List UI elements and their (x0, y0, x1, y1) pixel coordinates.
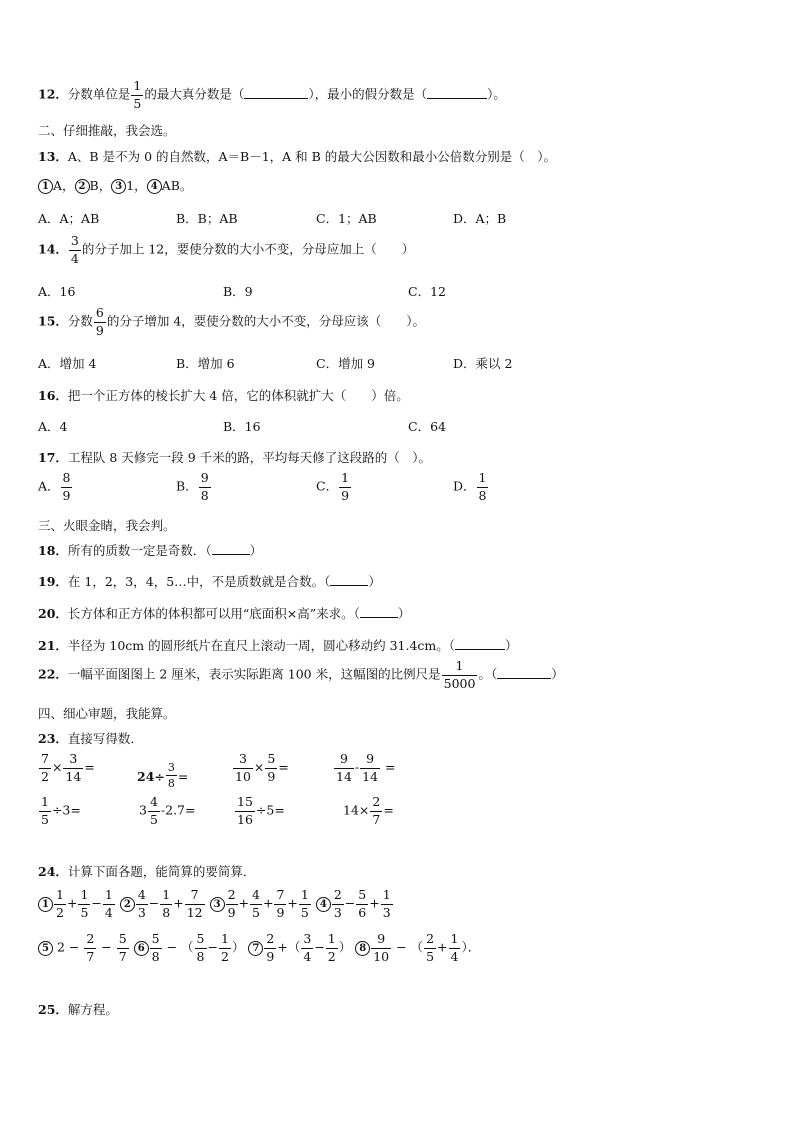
question-number: 12． (38, 86, 68, 102)
section-2-heading: 二、仔细推敲，我会选。 (38, 123, 176, 138)
option-a[interactable]: A．A；AB (38, 211, 100, 226)
question-number: 14． (38, 241, 68, 257)
answer-blank[interactable] (212, 542, 250, 555)
calc-row-2: 5 2 − $\frac{2}{7}$ − $\frac{5}{7}$ 6 $\frac{5}{8}$ − （ $\frac{5}{8}$ − $\frac{1}{2}$ ） 7 $\frac{2}{9}$ +（ $\frac{3}{4}$ − $\frac{1}{2}$ ） 8 $\frac{9}{10}$ − （ $\frac{2}{5}$ + $\frac{1}{4}$ ）． (38, 933, 480, 963)
option-c[interactable]: C．增加 9 (316, 356, 375, 371)
question-17: 17．工程队 8 天修完一段 9 千米的路，平均每天修了这段路的（ ）。 (38, 450, 431, 465)
option-a[interactable]: A．4 (38, 419, 68, 434)
calc-item: 3 $\frac{4}{5}$ -2.7= (139, 794, 196, 827)
question-25: 25．解方程。 (38, 1002, 118, 1017)
answer-blank[interactable] (455, 637, 505, 650)
question-number: 13． (38, 149, 68, 164)
section-3-heading: 三、火眼金睛，我会判。 (38, 518, 176, 533)
question-14: 14． $\frac{3}{4}$ 的分子加上 12，要使分数的大小不变，分母应加上（ ） (38, 233, 415, 266)
option-d[interactable]: D．A；B (453, 211, 507, 226)
option-b[interactable]: B．增加 6 (176, 356, 235, 371)
calc-item: $\frac{7}{2}$ × $\frac{3}{14}$ = (41, 751, 95, 784)
calc-row-1: 1 $\frac{1}{2}$ + $\frac{1}{5}$ − $\frac{1}{4}$ 2 $\frac{4}{3}$ − $\frac{1}{8}$ + $\frac{7}{12}$ 3 $\frac{2}{9}$ + $\frac{4}{5}$ + $\frac{7}{9}$ + $\frac{1}{5}$ 4 $\frac{2}{3}$ − $\frac{5}{6}$ + $\frac{1}{3}$ (38, 889, 394, 919)
option-c[interactable]: C．12 (408, 284, 446, 299)
question-18: 18．所有的质数一定是奇数．（ ） (38, 543, 263, 558)
question-number: 17． (38, 450, 68, 465)
fraction: $\frac{9}{8}$ (200, 470, 209, 503)
fraction: $\frac{1}{5000}$ (443, 658, 476, 691)
option-d[interactable]: D． $\frac{1}{8}$ (453, 470, 487, 503)
calc-item: $\frac{15}{16}$ ÷5= (237, 794, 285, 827)
answer-blank[interactable] (497, 666, 551, 679)
circled-number: 2 (75, 179, 90, 194)
calc-item: $\frac{9}{14}$ - $\frac{9}{14}$ = (336, 751, 396, 784)
question-19: 19．在 1，2，3，4，5…中，不是质数就是合数。（ ） (38, 574, 381, 589)
question-number: 16． (38, 388, 68, 403)
option-b[interactable]: B．16 (223, 419, 261, 434)
option-c[interactable]: C．1；AB (316, 211, 377, 226)
question-16: 16．把一个正方体的棱长扩大 4 倍，它的体积就扩大（ ）倍。 (38, 388, 409, 403)
option-b[interactable]: B． $\frac{9}{8}$ (176, 470, 209, 503)
fraction: $\frac{1}{9}$ (341, 470, 350, 503)
circled-number: 1 (38, 179, 53, 194)
calc-item: 24÷ $\frac{3}{8}$ = (137, 761, 189, 790)
question-number: 15． (38, 313, 68, 329)
answer-blank[interactable] (427, 86, 487, 99)
fraction: $\frac{1}{8}$ (478, 470, 487, 503)
question-13: 13．A、B 是不为 0 的自然数，A＝B－1，A 和 B 的最大公因数和最小公倍数分别是（ ）。 (38, 149, 557, 164)
option-c[interactable]: C． $\frac{1}{9}$ (316, 470, 350, 503)
fraction: $\frac{8}{9}$ (62, 470, 71, 503)
answer-blank[interactable] (330, 573, 368, 586)
question-21: 21．半径为 10cm 的圆形纸片在直尺上滚动一周，圆心移动约 31.4cm。（ ） (38, 638, 518, 653)
fraction: $\frac{3}{4}$ (70, 233, 79, 266)
option-c[interactable]: C．64 (408, 419, 446, 434)
question-15: 15．分数 $\frac{6}{9}$ 的分子增加 4，要使分数的大小不变，分母应该（ ）。 (38, 305, 426, 338)
circled-number: 3 (111, 179, 126, 194)
question-24: 24．计算下面各题，能简算的要简算． (38, 864, 256, 879)
question-22: 22．一幅平面图图上 2 厘米，表示实际距离 100 米，这幅图的比例尺是 $\frac{1}{5000}$ 。（ ） (38, 658, 564, 691)
fraction: $\frac{6}{9}$ (95, 305, 104, 338)
option-d[interactable]: D．乘以 2 (453, 356, 513, 371)
calc-item: 14× $\frac{2}{7}$ = (343, 794, 394, 827)
option-b[interactable]: B．B；AB (176, 211, 238, 226)
answer-blank[interactable] (360, 605, 398, 618)
question-12: 12．分数单位是 $\frac{1}{5}$ 的最大真分数是（ ），最小的假分数是（ ）。 (38, 78, 506, 111)
question-23: 23．直接写得数． (38, 731, 143, 746)
fraction: $\frac{1}{5}$ (133, 78, 142, 111)
section-4-heading: 四、细心审题，我能算。 (38, 706, 176, 721)
answer-blank[interactable] (244, 86, 308, 99)
question-13-items: 1 A， 2 B， 3 1， 4 AB。 (38, 176, 192, 194)
option-b[interactable]: B．9 (223, 284, 253, 299)
circled-number: 4 (147, 179, 162, 194)
calc-item: $\frac{3}{10}$ × $\frac{5}{9}$ = (235, 751, 289, 784)
option-a[interactable]: A．16 (38, 284, 76, 299)
calc-item: $\frac{1}{5}$ ÷3= (41, 794, 81, 827)
option-a[interactable]: A．增加 4 (38, 356, 97, 371)
question-20: 20．长方体和正方体的体积都可以用“底面积×高”来求。（ ） (38, 606, 411, 621)
option-a[interactable]: A． $\frac{8}{9}$ (38, 470, 71, 503)
